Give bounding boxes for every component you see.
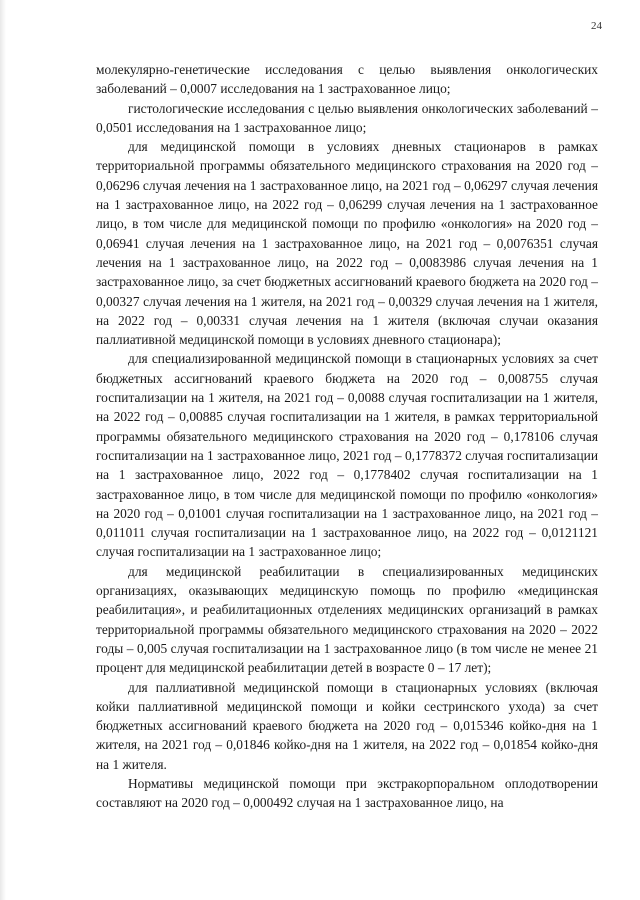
paragraph-molecular-genetic: молекулярно-генетические исследования с целью выявления онкологических заболеваний – 0,0007 исследования на 1 застрахованное лицо; xyxy=(96,62,598,97)
paragraph-palliative: для паллиативной медицинской помощи в стационарных условиях (включая койки паллиативной медицинской помощи и койки сестринского ухода) за счет бюджетных ассигнований краевого бюджета на 2020 год – 0,015346 койко-дня на 1 жителя, на 2021 год – 0,01846 койко-дня на 1 жителя, на 2022 год – 0,01854 койко-дня на 1 жителя. xyxy=(96,679,598,772)
paragraph-day-hospital: для медицинской помощи в условиях дневных стационаров в рамках территориальной программы обязательного медицинского страхования на 2020 год – 0,06296 случая лечения на 1 застрахованное лицо, на 2021 год – 0,06297 случая лечения на 1 застрахованное лицо, на 2022 год – 0,06299 случая лечения на 1 застрахованное лицо, в том числе для медицинской помощи по профилю «онкология» на 2020 год – 0,06941 случая лечения на 1 застрахованное лицо, на 2021 год – 0,0076351 случая лечения на 1 застрахованное лицо, на 2022 год – 0,0083986 случая лечения на 1 застрахованное лицо, за счет бюджетных ассигнований краевого бюджета на 2020 год – 0,00327 случая лечения на 1 жителя, на 2021 год – 0,00329 случая лечения на 1 жителя, на 2022 год – 0,00331 случая лечения на 1 жителя (включая случаи оказания паллиативной медицинской помощи в условиях дневного стационара); xyxy=(96,139,598,348)
paragraph-specialized-inpatient: для специализированной медицинской помощи в стационарных условиях за счет бюджетных ассигнований краевого бюджета на 2020 год – 0,008755 случая госпитализации на 1 жителя, на 2021 год – 0,0088 случая госпитализации на 1 жителя, на 2022 год – 0,00885 случая госпитализации на 1 жителя, в рамках территориальной программы обязательного медицинского страхования на 2020 год – 0,178106 случая госпитализации на 1 застрахованное лицо, 2021 год – 0,1778372 случая госпитализации на 1 застрахованное лицо, 2022 год – 0,1778402 случая госпитализации на 1 застрахованное лицо, в том числе для медицинской помощи по профилю «онкология» на 2020 год – 0,01001 случая госпитализации на 1 застрахованное лицо, на 2021 год – 0,011011 случая госпитализации на 1 застрахованное лицо, на 2022 год – 0,0121121 случая госпитализации на 1 застрахованное лицо; xyxy=(96,351,598,560)
page-edge-shadow xyxy=(0,0,6,900)
paragraph-ivf: Нормативы медицинской помощи при экстракорпоральном оплодотворении составляют на 2020 год – 0,000492 случая на 1 застрахованное лицо, на xyxy=(96,775,598,811)
document-body xyxy=(96,60,598,813)
paragraph-histological: гистологические исследования с целью выявления онкологических заболеваний – 0,0501 исследования на 1 застрахованное лицо; xyxy=(96,100,598,135)
page-number: 24 xyxy=(591,20,602,32)
paragraph-rehabilitation: для медицинской реабилитации в специализированных медицинских организациях, оказывающих медицинскую помощь по профилю «медицинская реабилитация», и реабилитационных отделениях медицинских организаций в рамках территориальной программы обязательного медицинского страхования на 2020 – 2022 годы – 0,005 случая госпитализации на 1 застрахованное лицо (в том числе не менее 21 процент для медицинской реабилитации детей в возрасте 0 – 17 лет); xyxy=(96,563,598,676)
